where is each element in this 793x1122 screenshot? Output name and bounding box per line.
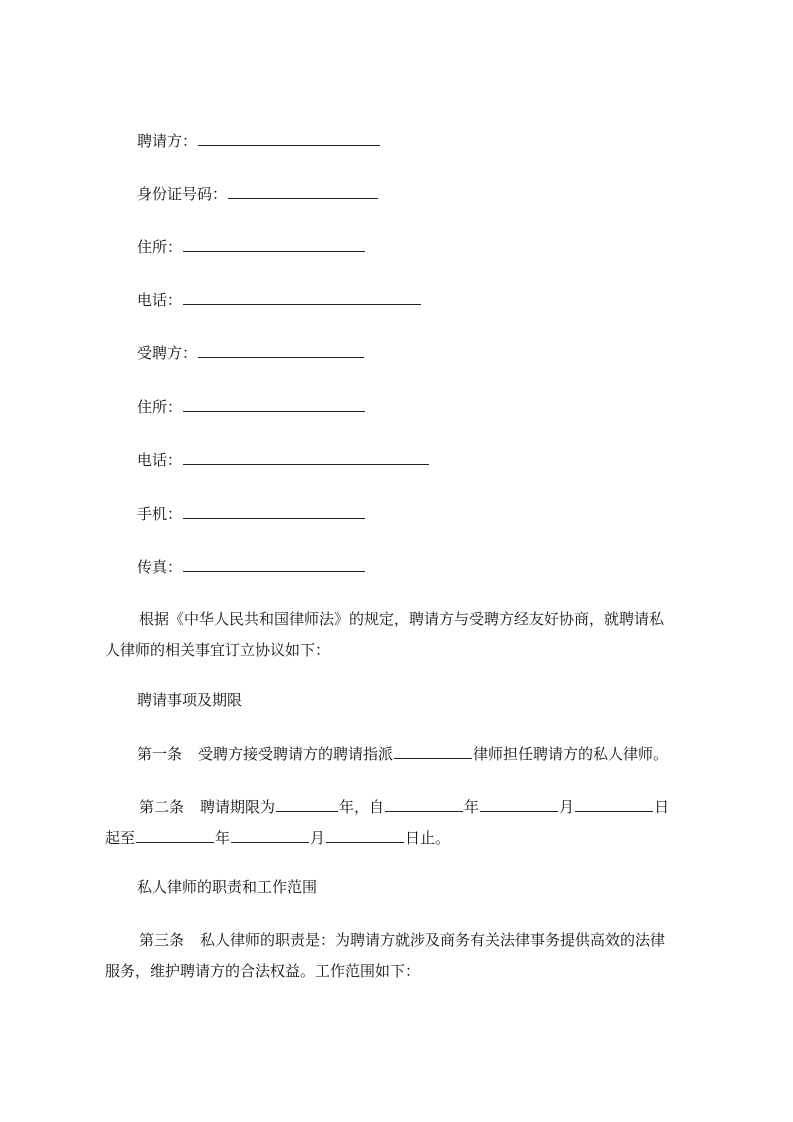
article-text: 月 [310,829,326,847]
field-employee [137,343,365,363]
article-label: 第二条 [139,798,185,816]
article-text: 私人律师的职责是：为聘请方就涉及商务有关法律事务提供高效的法律 [200,931,666,949]
field-label: 受聘方： [137,344,198,362]
blank-line [276,797,338,812]
article-text: 年，自 [339,798,385,816]
field-phone-employee [137,450,430,470]
field-address-employer [137,237,366,257]
field-label: 住所： [137,398,183,416]
article-text: 受聘方接受聘请方的聘请指派 [198,745,394,763]
preamble-line-1: 根据《中华人民共和国律师法》的规定，聘请方与受聘方经友好协商，就聘请私 [139,610,665,628]
field-label: 手机： [137,505,183,523]
blank-line [385,797,463,812]
field-fax [137,557,366,577]
field-mobile [137,504,366,524]
field-id-number [137,184,379,204]
blank-line [183,290,421,305]
field-label: 传真： [137,558,183,576]
article-text: 日止。 [405,829,451,847]
article-3 [105,925,705,987]
article-text: 年 [215,829,231,847]
article-text: 起至 [105,829,136,847]
blank-line [394,744,472,759]
field-label: 电话： [137,291,183,309]
field-label: 住所： [137,238,183,256]
blank-line [231,828,309,843]
article-3-line-2: 服务，维护聘请方的合法权益。工作范围如下： [105,962,421,980]
field-label: 身份证号码： [137,185,228,203]
blank-line [183,557,365,572]
section-heading-engagement: 聘请事项及期限 [137,691,243,709]
blank-line [228,184,378,199]
article-text: 年 [464,798,480,816]
blank-line [480,797,558,812]
blank-line [183,450,429,465]
blank-line [326,828,404,843]
blank-line [136,828,214,843]
article-label: 第三条 [139,931,185,949]
preamble-line-2: 人律师的相关事宜订立协议如下： [105,641,331,659]
article-text: 律师担任聘请方的私人律师。 [473,745,669,763]
article-text: 聘请期限为 [200,798,276,816]
article-text: 日 [654,798,670,816]
article-2-line-1 [105,792,705,823]
article-label: 第一条 [137,745,183,763]
blank-line [183,237,365,252]
blank-line [198,343,364,358]
blank-line [575,797,653,812]
article-2 [105,792,705,854]
field-label: 电话： [137,451,183,469]
field-employer [137,131,381,151]
article-2-line-2 [105,823,705,854]
blank-line [198,131,380,146]
preamble [105,604,705,666]
field-address-employee [137,397,366,417]
article-3-line-1 [105,925,705,956]
article-1 [137,744,668,764]
field-phone-employer [137,290,422,310]
field-label: 聘请方： [137,132,198,150]
article-text: 月 [559,798,575,816]
blank-line [183,397,365,412]
blank-line [183,504,365,519]
section-heading-duties: 私人律师的职责和工作范围 [137,878,318,896]
